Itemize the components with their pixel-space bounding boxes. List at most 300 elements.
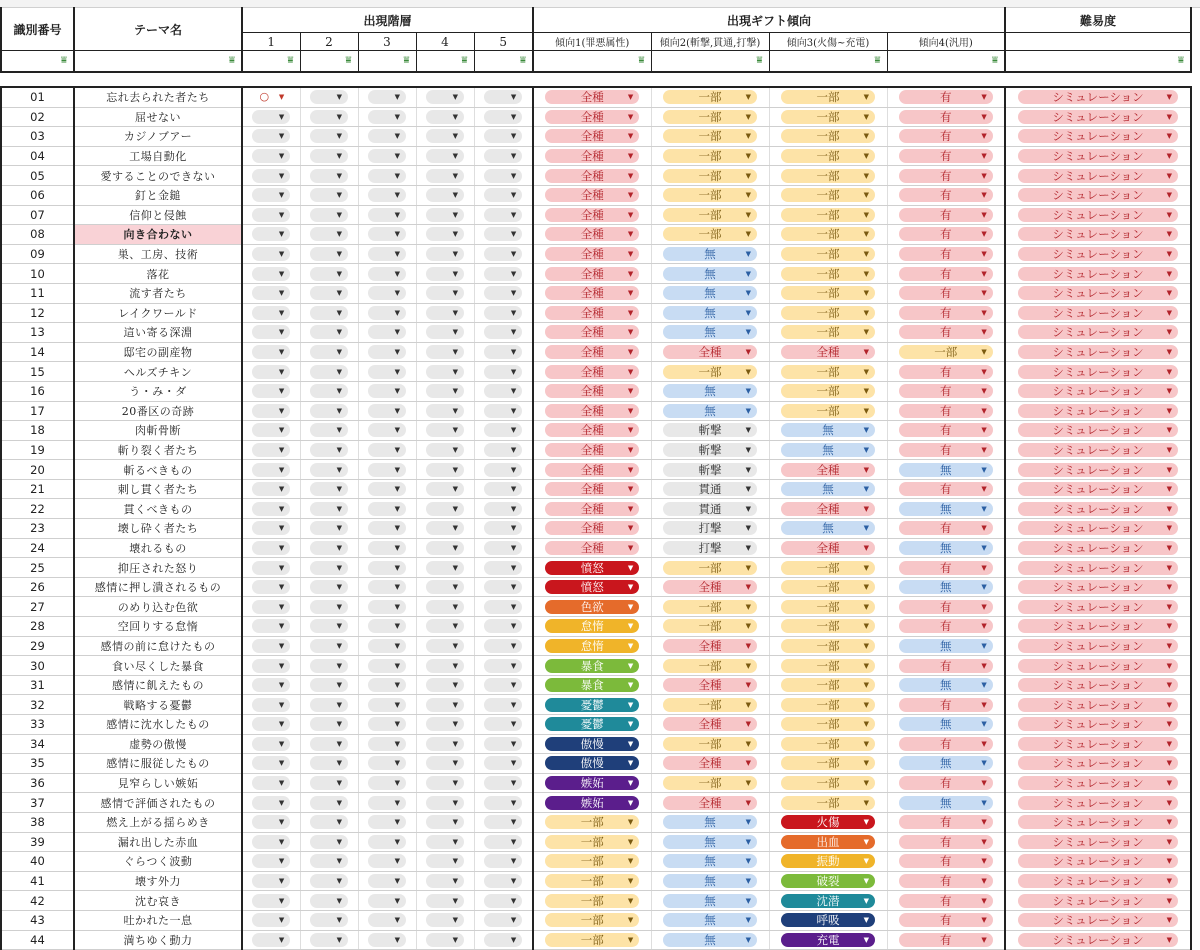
trend-2-dropdown[interactable]	[663, 423, 757, 437]
trend-3-dropdown[interactable]	[781, 737, 875, 751]
trend-3-dropdown[interactable]	[781, 933, 875, 947]
floor-dropdown[interactable]	[310, 208, 348, 222]
difficulty-dropdown[interactable]	[1018, 188, 1178, 202]
floor-dropdown[interactable]	[426, 345, 464, 359]
difficulty-dropdown[interactable]	[1018, 874, 1178, 888]
trend-3-dropdown[interactable]	[781, 854, 875, 868]
floor-dropdown[interactable]	[310, 796, 348, 810]
floor-dropdown[interactable]	[368, 659, 406, 673]
trend-2-dropdown[interactable]	[663, 600, 757, 614]
trend-3-dropdown[interactable]	[781, 345, 875, 359]
floor-dropdown[interactable]	[310, 639, 348, 653]
floor-dropdown[interactable]	[368, 365, 406, 379]
floor-dropdown[interactable]	[310, 776, 348, 790]
floor-dropdown[interactable]	[368, 541, 406, 555]
floor-dropdown[interactable]	[484, 874, 522, 888]
trend-2-dropdown[interactable]	[663, 737, 757, 751]
trend-1-dropdown[interactable]	[545, 227, 639, 241]
floor-dropdown[interactable]	[310, 423, 348, 437]
floor-dropdown[interactable]	[484, 659, 522, 673]
floor-dropdown[interactable]	[368, 580, 406, 594]
trend-2-dropdown[interactable]	[663, 835, 757, 849]
trend-1-dropdown[interactable]	[545, 561, 639, 575]
floor-dropdown[interactable]	[252, 247, 290, 261]
trend-2-dropdown[interactable]	[663, 502, 757, 516]
trend-3-dropdown[interactable]	[781, 815, 875, 829]
trend-1-dropdown[interactable]	[545, 502, 639, 516]
trend-3-dropdown[interactable]	[781, 874, 875, 888]
trend-1-dropdown[interactable]	[545, 443, 639, 457]
trend-3-dropdown[interactable]	[781, 384, 875, 398]
floor-dropdown[interactable]	[426, 443, 464, 457]
difficulty-dropdown[interactable]	[1018, 776, 1178, 790]
floor-dropdown[interactable]	[484, 796, 522, 810]
trend-3-dropdown[interactable]	[781, 561, 875, 575]
floor-dropdown[interactable]	[252, 600, 290, 614]
trend-3-dropdown[interactable]	[781, 208, 875, 222]
trend-4-dropdown[interactable]	[899, 717, 993, 731]
trend-1-dropdown[interactable]	[545, 90, 639, 104]
trend-2-dropdown[interactable]	[663, 913, 757, 927]
trend-4-dropdown[interactable]	[899, 423, 993, 437]
floor-dropdown[interactable]	[368, 796, 406, 810]
filter-icon[interactable]: ⩸	[287, 55, 294, 66]
floor-dropdown[interactable]	[310, 600, 348, 614]
floor-dropdown[interactable]	[368, 835, 406, 849]
floor-dropdown[interactable]	[484, 129, 522, 143]
trend-3-dropdown[interactable]	[781, 227, 875, 241]
trend-2-dropdown[interactable]	[663, 874, 757, 888]
floor-dropdown[interactable]	[252, 404, 290, 418]
floor-dropdown[interactable]	[368, 247, 406, 261]
trend-2-dropdown[interactable]	[663, 482, 757, 496]
trend-4-dropdown[interactable]	[899, 90, 993, 104]
floor-dropdown[interactable]	[252, 208, 290, 222]
floor-dropdown[interactable]	[252, 933, 290, 947]
floor-dropdown[interactable]	[426, 423, 464, 437]
filter-icon[interactable]: ⩸	[403, 55, 410, 66]
floor-dropdown[interactable]	[252, 502, 290, 516]
floor-dropdown[interactable]	[252, 169, 290, 183]
trend-3-dropdown[interactable]	[781, 756, 875, 770]
floor-dropdown[interactable]	[368, 815, 406, 829]
trend-3-dropdown[interactable]	[781, 404, 875, 418]
difficulty-dropdown[interactable]	[1018, 404, 1178, 418]
trend-2-dropdown[interactable]	[663, 561, 757, 575]
trend-2-dropdown[interactable]	[663, 639, 757, 653]
difficulty-dropdown[interactable]	[1018, 698, 1178, 712]
trend-3-dropdown[interactable]	[781, 90, 875, 104]
difficulty-dropdown[interactable]	[1018, 384, 1178, 398]
trend-2-dropdown[interactable]	[663, 521, 757, 535]
trend-3-dropdown[interactable]	[781, 325, 875, 339]
trend-1-dropdown[interactable]	[545, 580, 639, 594]
floor-dropdown[interactable]	[484, 267, 522, 281]
difficulty-dropdown[interactable]	[1018, 208, 1178, 222]
trend-4-dropdown[interactable]	[899, 267, 993, 281]
floor-dropdown[interactable]	[484, 678, 522, 692]
floor-dropdown[interactable]	[368, 286, 406, 300]
difficulty-dropdown[interactable]	[1018, 482, 1178, 496]
floor-dropdown[interactable]	[484, 463, 522, 477]
floor-dropdown[interactable]	[252, 325, 290, 339]
filter-icon[interactable]: ⩸	[228, 55, 235, 66]
floor-dropdown[interactable]	[484, 737, 522, 751]
floor-dropdown[interactable]	[368, 854, 406, 868]
floor-dropdown[interactable]	[368, 639, 406, 653]
trend-3-dropdown[interactable]	[781, 698, 875, 712]
floor-dropdown[interactable]	[484, 776, 522, 790]
floor-dropdown[interactable]	[426, 756, 464, 770]
trend-2-dropdown[interactable]	[663, 443, 757, 457]
difficulty-dropdown[interactable]	[1018, 502, 1178, 516]
floor-dropdown[interactable]	[252, 874, 290, 888]
floor-dropdown[interactable]	[368, 913, 406, 927]
trend-2-dropdown[interactable]	[663, 306, 757, 320]
floor-dropdown[interactable]	[368, 776, 406, 790]
trend-2-dropdown[interactable]	[663, 188, 757, 202]
floor-dropdown[interactable]	[310, 188, 348, 202]
trend-1-dropdown[interactable]	[545, 149, 639, 163]
trend-3-dropdown[interactable]	[781, 169, 875, 183]
floor-dropdown[interactable]	[368, 404, 406, 418]
floor-dropdown[interactable]	[368, 600, 406, 614]
floor-dropdown[interactable]	[252, 443, 290, 457]
trend-2-dropdown[interactable]	[663, 776, 757, 790]
trend-4-dropdown[interactable]	[899, 110, 993, 124]
difficulty-dropdown[interactable]	[1018, 580, 1178, 594]
floor-dropdown[interactable]	[426, 913, 464, 927]
difficulty-dropdown[interactable]	[1018, 717, 1178, 731]
difficulty-dropdown[interactable]	[1018, 286, 1178, 300]
floor-dropdown[interactable]	[310, 619, 348, 633]
trend-4-dropdown[interactable]	[899, 365, 993, 379]
floor-dropdown[interactable]	[484, 698, 522, 712]
trend-3-dropdown[interactable]	[781, 188, 875, 202]
floor-dropdown[interactable]	[310, 659, 348, 673]
filter-icon[interactable]: ⩸	[60, 55, 67, 66]
trend-3-dropdown[interactable]	[781, 521, 875, 535]
floor-dropdown[interactable]	[310, 267, 348, 281]
trend-2-dropdown[interactable]	[663, 717, 757, 731]
trend-2-dropdown[interactable]	[663, 247, 757, 261]
trend-2-dropdown[interactable]	[663, 384, 757, 398]
trend-4-dropdown[interactable]	[899, 854, 993, 868]
trend-1-dropdown[interactable]	[545, 188, 639, 202]
difficulty-dropdown[interactable]	[1018, 365, 1178, 379]
floor-dropdown[interactable]	[310, 365, 348, 379]
trend-4-dropdown[interactable]	[899, 756, 993, 770]
trend-4-dropdown[interactable]	[899, 129, 993, 143]
trend-3-dropdown[interactable]	[781, 796, 875, 810]
difficulty-dropdown[interactable]	[1018, 737, 1178, 751]
trend-4-dropdown[interactable]	[899, 619, 993, 633]
floor-dropdown[interactable]	[368, 423, 406, 437]
trend-3-dropdown[interactable]	[781, 306, 875, 320]
floor-dropdown[interactable]	[426, 286, 464, 300]
difficulty-dropdown[interactable]	[1018, 639, 1178, 653]
trend-2-dropdown[interactable]	[663, 463, 757, 477]
floor-dropdown[interactable]	[484, 835, 522, 849]
trend-4-dropdown[interactable]	[899, 384, 993, 398]
floor-dropdown[interactable]	[426, 384, 464, 398]
floor-dropdown[interactable]	[426, 110, 464, 124]
trend-3-dropdown[interactable]	[781, 659, 875, 673]
trend-1-dropdown[interactable]	[545, 482, 639, 496]
floor-dropdown[interactable]	[252, 678, 290, 692]
floor-dropdown[interactable]	[310, 737, 348, 751]
difficulty-dropdown[interactable]	[1018, 129, 1178, 143]
trend-1-dropdown[interactable]	[545, 874, 639, 888]
floor-dropdown[interactable]	[426, 208, 464, 222]
floor-dropdown[interactable]	[252, 815, 290, 829]
trend-4-dropdown[interactable]	[899, 639, 993, 653]
difficulty-dropdown[interactable]	[1018, 796, 1178, 810]
difficulty-dropdown[interactable]	[1018, 90, 1178, 104]
floor-dropdown[interactable]	[252, 227, 290, 241]
floor-dropdown[interactable]	[484, 580, 522, 594]
difficulty-dropdown[interactable]	[1018, 443, 1178, 457]
floor-dropdown[interactable]	[426, 482, 464, 496]
floor-dropdown[interactable]	[252, 659, 290, 673]
trend-1-dropdown[interactable]	[545, 521, 639, 535]
floor-dropdown[interactable]	[484, 247, 522, 261]
trend-4-dropdown[interactable]	[899, 227, 993, 241]
trend-4-dropdown[interactable]	[899, 600, 993, 614]
trend-4-dropdown[interactable]	[899, 776, 993, 790]
floor-dropdown[interactable]	[426, 619, 464, 633]
trend-1-dropdown[interactable]	[545, 541, 639, 555]
floor-dropdown[interactable]	[484, 619, 522, 633]
trend-3-dropdown[interactable]	[781, 541, 875, 555]
trend-4-dropdown[interactable]	[899, 345, 993, 359]
trend-1-dropdown[interactable]	[545, 110, 639, 124]
floor-dropdown[interactable]	[426, 835, 464, 849]
floor-dropdown[interactable]	[368, 874, 406, 888]
floor-dropdown[interactable]	[426, 561, 464, 575]
floor-dropdown[interactable]	[252, 423, 290, 437]
floor-dropdown[interactable]	[484, 345, 522, 359]
floor-dropdown[interactable]	[368, 325, 406, 339]
floor-dropdown[interactable]	[426, 267, 464, 281]
floor-dropdown[interactable]	[484, 286, 522, 300]
floor-dropdown[interactable]	[252, 149, 290, 163]
filter-icon[interactable]: ⩸	[461, 55, 468, 66]
trend-4-dropdown[interactable]	[899, 169, 993, 183]
trend-2-dropdown[interactable]	[663, 227, 757, 241]
floor-dropdown[interactable]	[426, 188, 464, 202]
floor-dropdown[interactable]	[484, 541, 522, 555]
floor-dropdown[interactable]	[368, 129, 406, 143]
difficulty-dropdown[interactable]	[1018, 894, 1178, 908]
floor-dropdown[interactable]	[310, 561, 348, 575]
floor-dropdown[interactable]	[426, 659, 464, 673]
trend-1-dropdown[interactable]	[545, 854, 639, 868]
trend-3-dropdown[interactable]	[781, 600, 875, 614]
floor-dropdown[interactable]	[426, 600, 464, 614]
floor-dropdown[interactable]	[252, 90, 290, 104]
trend-4-dropdown[interactable]	[899, 286, 993, 300]
floor-dropdown[interactable]	[252, 345, 290, 359]
trend-1-dropdown[interactable]	[545, 737, 639, 751]
trend-1-dropdown[interactable]	[545, 698, 639, 712]
floor-dropdown[interactable]	[368, 267, 406, 281]
floor-dropdown[interactable]	[310, 835, 348, 849]
floor-dropdown[interactable]	[484, 188, 522, 202]
floor-dropdown[interactable]	[426, 521, 464, 535]
trend-4-dropdown[interactable]	[899, 874, 993, 888]
floor-dropdown[interactable]	[310, 874, 348, 888]
floor-dropdown[interactable]	[252, 639, 290, 653]
trend-3-dropdown[interactable]	[781, 639, 875, 653]
trend-1-dropdown[interactable]	[545, 423, 639, 437]
trend-3-dropdown[interactable]	[781, 443, 875, 457]
trend-2-dropdown[interactable]	[663, 110, 757, 124]
trend-3-dropdown[interactable]	[781, 502, 875, 516]
floor-dropdown[interactable]	[426, 933, 464, 947]
floor-dropdown[interactable]	[310, 384, 348, 398]
floor-dropdown[interactable]	[484, 404, 522, 418]
trend-3-dropdown[interactable]	[781, 267, 875, 281]
floor-dropdown[interactable]	[426, 404, 464, 418]
floor-dropdown[interactable]	[252, 698, 290, 712]
floor-dropdown[interactable]	[426, 541, 464, 555]
trend-1-dropdown[interactable]	[545, 933, 639, 947]
floor-dropdown[interactable]	[426, 796, 464, 810]
floor-dropdown[interactable]	[310, 913, 348, 927]
trend-2-dropdown[interactable]	[663, 933, 757, 947]
trend-4-dropdown[interactable]	[899, 502, 993, 516]
floor-dropdown[interactable]	[368, 306, 406, 320]
trend-1-dropdown[interactable]	[545, 208, 639, 222]
difficulty-dropdown[interactable]	[1018, 267, 1178, 281]
trend-1-dropdown[interactable]	[545, 129, 639, 143]
floor-dropdown[interactable]	[426, 90, 464, 104]
floor-dropdown[interactable]	[310, 756, 348, 770]
floor-dropdown[interactable]	[484, 423, 522, 437]
floor-dropdown[interactable]	[484, 208, 522, 222]
floor-dropdown[interactable]	[368, 698, 406, 712]
trend-1-dropdown[interactable]	[545, 267, 639, 281]
floor-dropdown[interactable]	[484, 384, 522, 398]
floor-dropdown[interactable]	[310, 90, 348, 104]
floor-dropdown[interactable]	[368, 894, 406, 908]
floor-dropdown[interactable]	[252, 756, 290, 770]
trend-1-dropdown[interactable]	[545, 913, 639, 927]
trend-3-dropdown[interactable]	[781, 619, 875, 633]
floor-dropdown[interactable]	[252, 854, 290, 868]
difficulty-dropdown[interactable]	[1018, 110, 1178, 124]
floor-dropdown[interactable]	[368, 169, 406, 183]
floor-dropdown[interactable]	[310, 678, 348, 692]
floor-dropdown[interactable]	[484, 639, 522, 653]
floor-dropdown[interactable]	[484, 90, 522, 104]
floor-dropdown[interactable]	[252, 580, 290, 594]
trend-2-dropdown[interactable]	[663, 129, 757, 143]
trend-2-dropdown[interactable]	[663, 404, 757, 418]
floor-dropdown[interactable]	[310, 404, 348, 418]
floor-dropdown[interactable]	[426, 169, 464, 183]
floor-dropdown[interactable]	[252, 619, 290, 633]
trend-1-dropdown[interactable]	[545, 365, 639, 379]
trend-1-dropdown[interactable]	[545, 404, 639, 418]
difficulty-dropdown[interactable]	[1018, 854, 1178, 868]
filter-icon[interactable]: ⩸	[991, 55, 998, 66]
floor-dropdown[interactable]	[368, 149, 406, 163]
trend-3-dropdown[interactable]	[781, 894, 875, 908]
floor-dropdown[interactable]	[310, 894, 348, 908]
difficulty-dropdown[interactable]	[1018, 521, 1178, 535]
trend-1-dropdown[interactable]	[545, 345, 639, 359]
floor-dropdown[interactable]	[484, 306, 522, 320]
floor-dropdown[interactable]	[484, 854, 522, 868]
difficulty-dropdown[interactable]	[1018, 345, 1178, 359]
floor-dropdown[interactable]	[368, 619, 406, 633]
trend-2-dropdown[interactable]	[663, 345, 757, 359]
floor-dropdown[interactable]	[252, 776, 290, 790]
floor-dropdown[interactable]	[310, 443, 348, 457]
floor-dropdown[interactable]	[368, 384, 406, 398]
floor-dropdown[interactable]	[426, 737, 464, 751]
floor-dropdown[interactable]	[484, 502, 522, 516]
trend-2-dropdown[interactable]	[663, 659, 757, 673]
floor-dropdown[interactable]	[484, 482, 522, 496]
trend-3-dropdown[interactable]	[781, 580, 875, 594]
trend-2-dropdown[interactable]	[663, 149, 757, 163]
floor-dropdown[interactable]	[310, 482, 348, 496]
trend-4-dropdown[interactable]	[899, 325, 993, 339]
floor-dropdown[interactable]	[426, 874, 464, 888]
filter-icon[interactable]: ⩸	[1177, 55, 1184, 66]
floor-dropdown[interactable]	[484, 365, 522, 379]
floor-dropdown[interactable]	[368, 502, 406, 516]
trend-2-dropdown[interactable]	[663, 678, 757, 692]
floor-dropdown[interactable]	[426, 678, 464, 692]
floor-dropdown[interactable]	[310, 286, 348, 300]
floor-dropdown[interactable]	[252, 384, 290, 398]
trend-1-dropdown[interactable]	[545, 678, 639, 692]
floor-dropdown[interactable]	[252, 561, 290, 575]
floor-dropdown[interactable]	[368, 737, 406, 751]
floor-dropdown[interactable]	[310, 933, 348, 947]
floor-dropdown[interactable]	[310, 815, 348, 829]
floor-dropdown[interactable]	[368, 933, 406, 947]
trend-1-dropdown[interactable]	[545, 619, 639, 633]
trend-1-dropdown[interactable]	[545, 639, 639, 653]
trend-4-dropdown[interactable]	[899, 796, 993, 810]
floor-dropdown[interactable]	[426, 894, 464, 908]
trend-2-dropdown[interactable]	[663, 580, 757, 594]
trend-1-dropdown[interactable]	[545, 717, 639, 731]
floor-dropdown[interactable]	[310, 169, 348, 183]
trend-4-dropdown[interactable]	[899, 443, 993, 457]
floor-dropdown[interactable]	[484, 815, 522, 829]
trend-2-dropdown[interactable]	[663, 541, 757, 555]
trend-3-dropdown[interactable]	[781, 776, 875, 790]
trend-4-dropdown[interactable]	[899, 149, 993, 163]
trend-4-dropdown[interactable]	[899, 698, 993, 712]
floor-dropdown[interactable]	[310, 247, 348, 261]
floor-dropdown[interactable]	[368, 90, 406, 104]
trend-1-dropdown[interactable]	[545, 600, 639, 614]
trend-3-dropdown[interactable]	[781, 149, 875, 163]
floor-dropdown[interactable]	[368, 188, 406, 202]
trend-4-dropdown[interactable]	[899, 815, 993, 829]
trend-1-dropdown[interactable]	[545, 384, 639, 398]
trend-3-dropdown[interactable]	[781, 463, 875, 477]
floor-dropdown[interactable]	[484, 600, 522, 614]
floor-dropdown[interactable]	[252, 286, 290, 300]
